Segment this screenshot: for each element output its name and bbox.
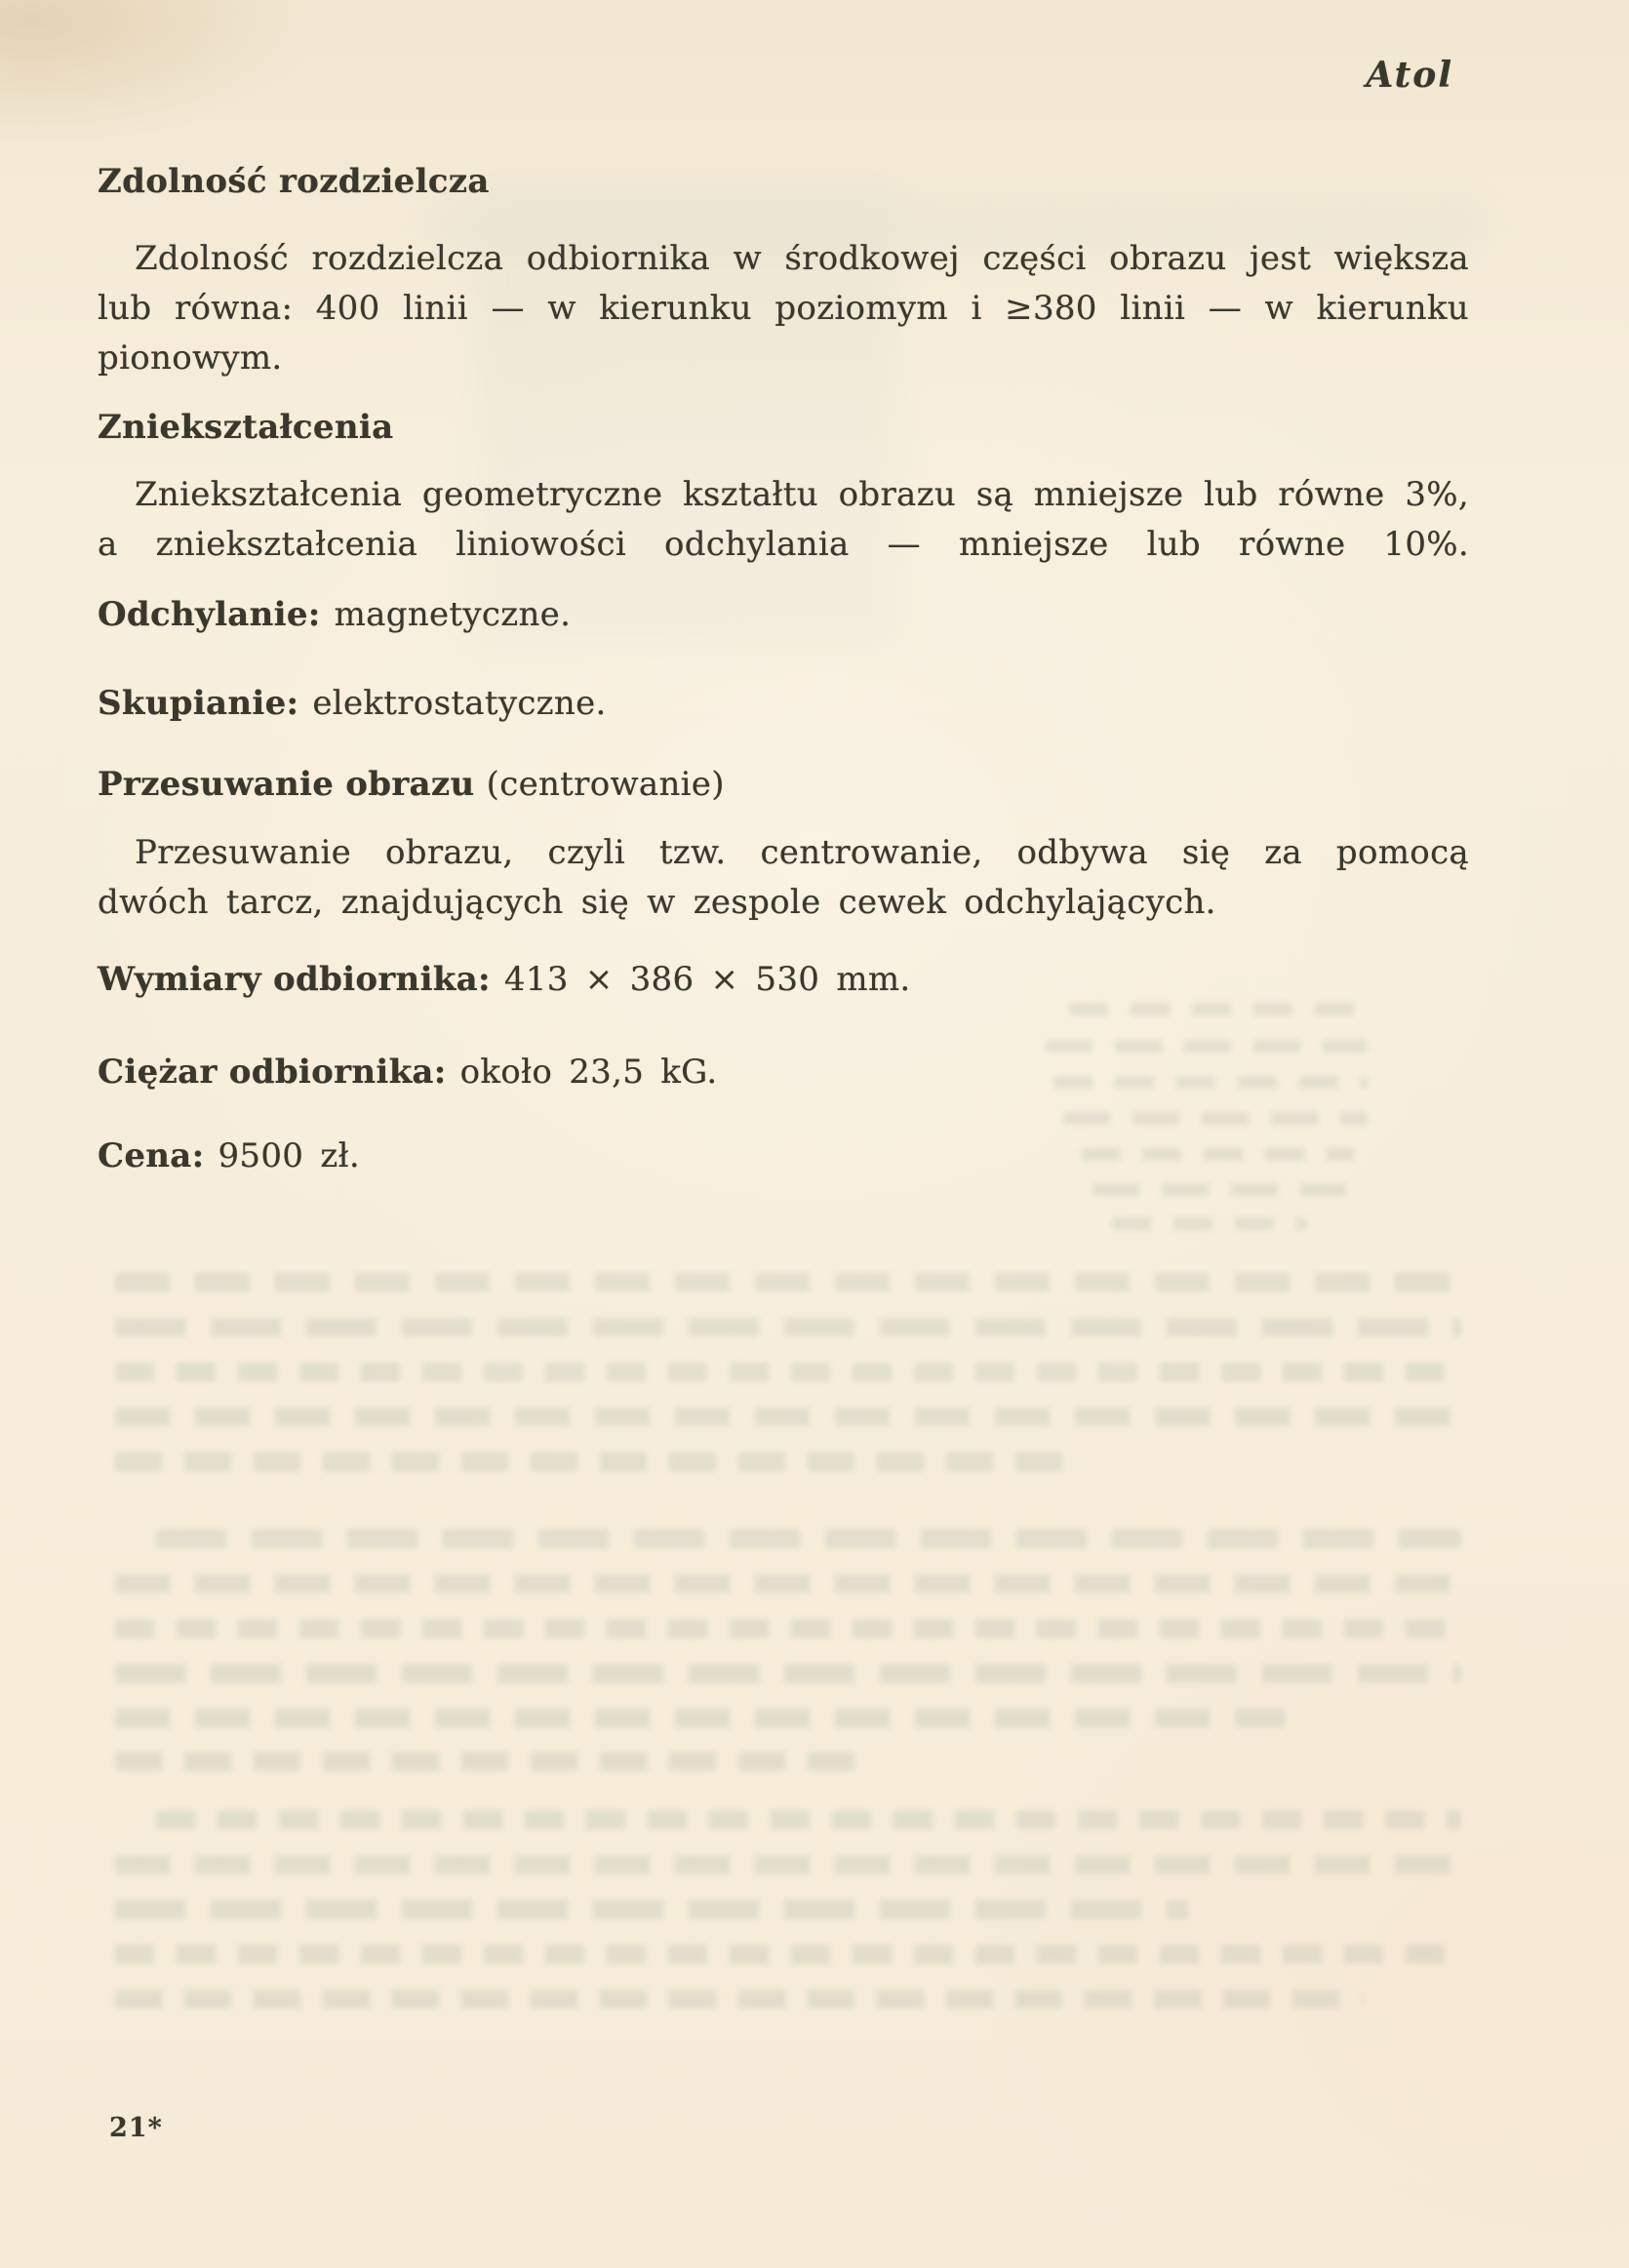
spec-value: 9500 zł. [218,1136,360,1175]
paragraph-distortion [98,470,1469,570]
spec-focusing [98,684,607,723]
spec-value: około 23,5 kG. [459,1053,718,1092]
bleed-through-line [156,1530,1461,1548]
text-line: Przesuwanie obrazu, czyli tzw. centrowanie, odbywa się za pomocą [135,833,1469,872]
bleed-through-line [115,1709,1286,1728]
text-line: Zdolność rozdzielcza odbiornika w środkowej części obrazu jest większa [135,239,1469,278]
bleed-through-line [1053,1076,1368,1089]
bleed-through-line [115,1855,1461,1874]
text-line: a zniekształcenia liniowości odchylania — mniejsze lub równe 10%. [98,525,1469,564]
spec-price [98,1136,360,1175]
spec-deflection [98,595,571,634]
bleed-through-line [115,1900,1188,1919]
bleed-through-line [115,1752,856,1771]
text-line: dwóch tarcz, znajdujących się w zespole cewek odchylających. [98,883,1216,922]
bleed-through-line [115,1664,1461,1683]
section-heading-centering [98,765,725,804]
bleed-through-line [115,1363,1461,1381]
page-number: 21* [109,2113,163,2143]
spec-weight [98,1053,718,1092]
bleed-through-line [1112,1217,1307,1230]
bleed-through-line [115,1619,1461,1638]
spec-value: magnetyczne. [334,595,572,634]
spec-label: Ciężar odbiornika: [98,1053,447,1092]
heading-normal-part: (centrowanie) [486,765,725,804]
bleed-through-line [115,1990,1364,2009]
text-line: lub równa: 400 linii — w kierunku poziomym i ≥380 linii — w kierunku [98,289,1469,328]
bleed-through-line [115,1273,1461,1292]
heading-bold-part: Przesuwanie obrazu [98,765,475,804]
spec-value: elektrostatyczne. [312,684,607,723]
text-line: Zniekształcenia geometryczne kształtu obrazu są mniejsze lub równe 3%, [135,475,1469,514]
section-heading-distortion: Zniekształcenia [98,408,394,447]
spec-label: Wymiary odbiornika: [98,960,491,999]
bleed-through-line [115,1574,1461,1593]
bleed-through-line [156,1810,1461,1829]
bleed-through-line [1063,1112,1368,1125]
bleed-through-line [115,1452,1071,1471]
spec-dimensions [98,960,911,999]
bleed-through-line [115,1408,1461,1426]
spec-label: Cena: [98,1136,205,1175]
bleed-through-line [115,1945,1461,1964]
spec-label: Skupianie: [98,684,299,723]
bleed-through-line [1046,1040,1368,1053]
bleed-through-line [115,1318,1461,1336]
spec-label: Odchylanie: [98,595,321,634]
paragraph-centering [98,828,1469,928]
bleed-through-line [1093,1183,1346,1196]
bleed-through-line [1069,1003,1362,1015]
section-heading-resolution: Zdolność rozdzielcza [98,162,490,201]
spec-value: 413 × 386 × 530 mm. [503,960,911,999]
bleed-through-line [1081,1148,1354,1161]
text-line: pionowym. [98,338,283,378]
model-name-header: Atol [1366,55,1453,96]
paragraph-resolution [98,234,1469,383]
